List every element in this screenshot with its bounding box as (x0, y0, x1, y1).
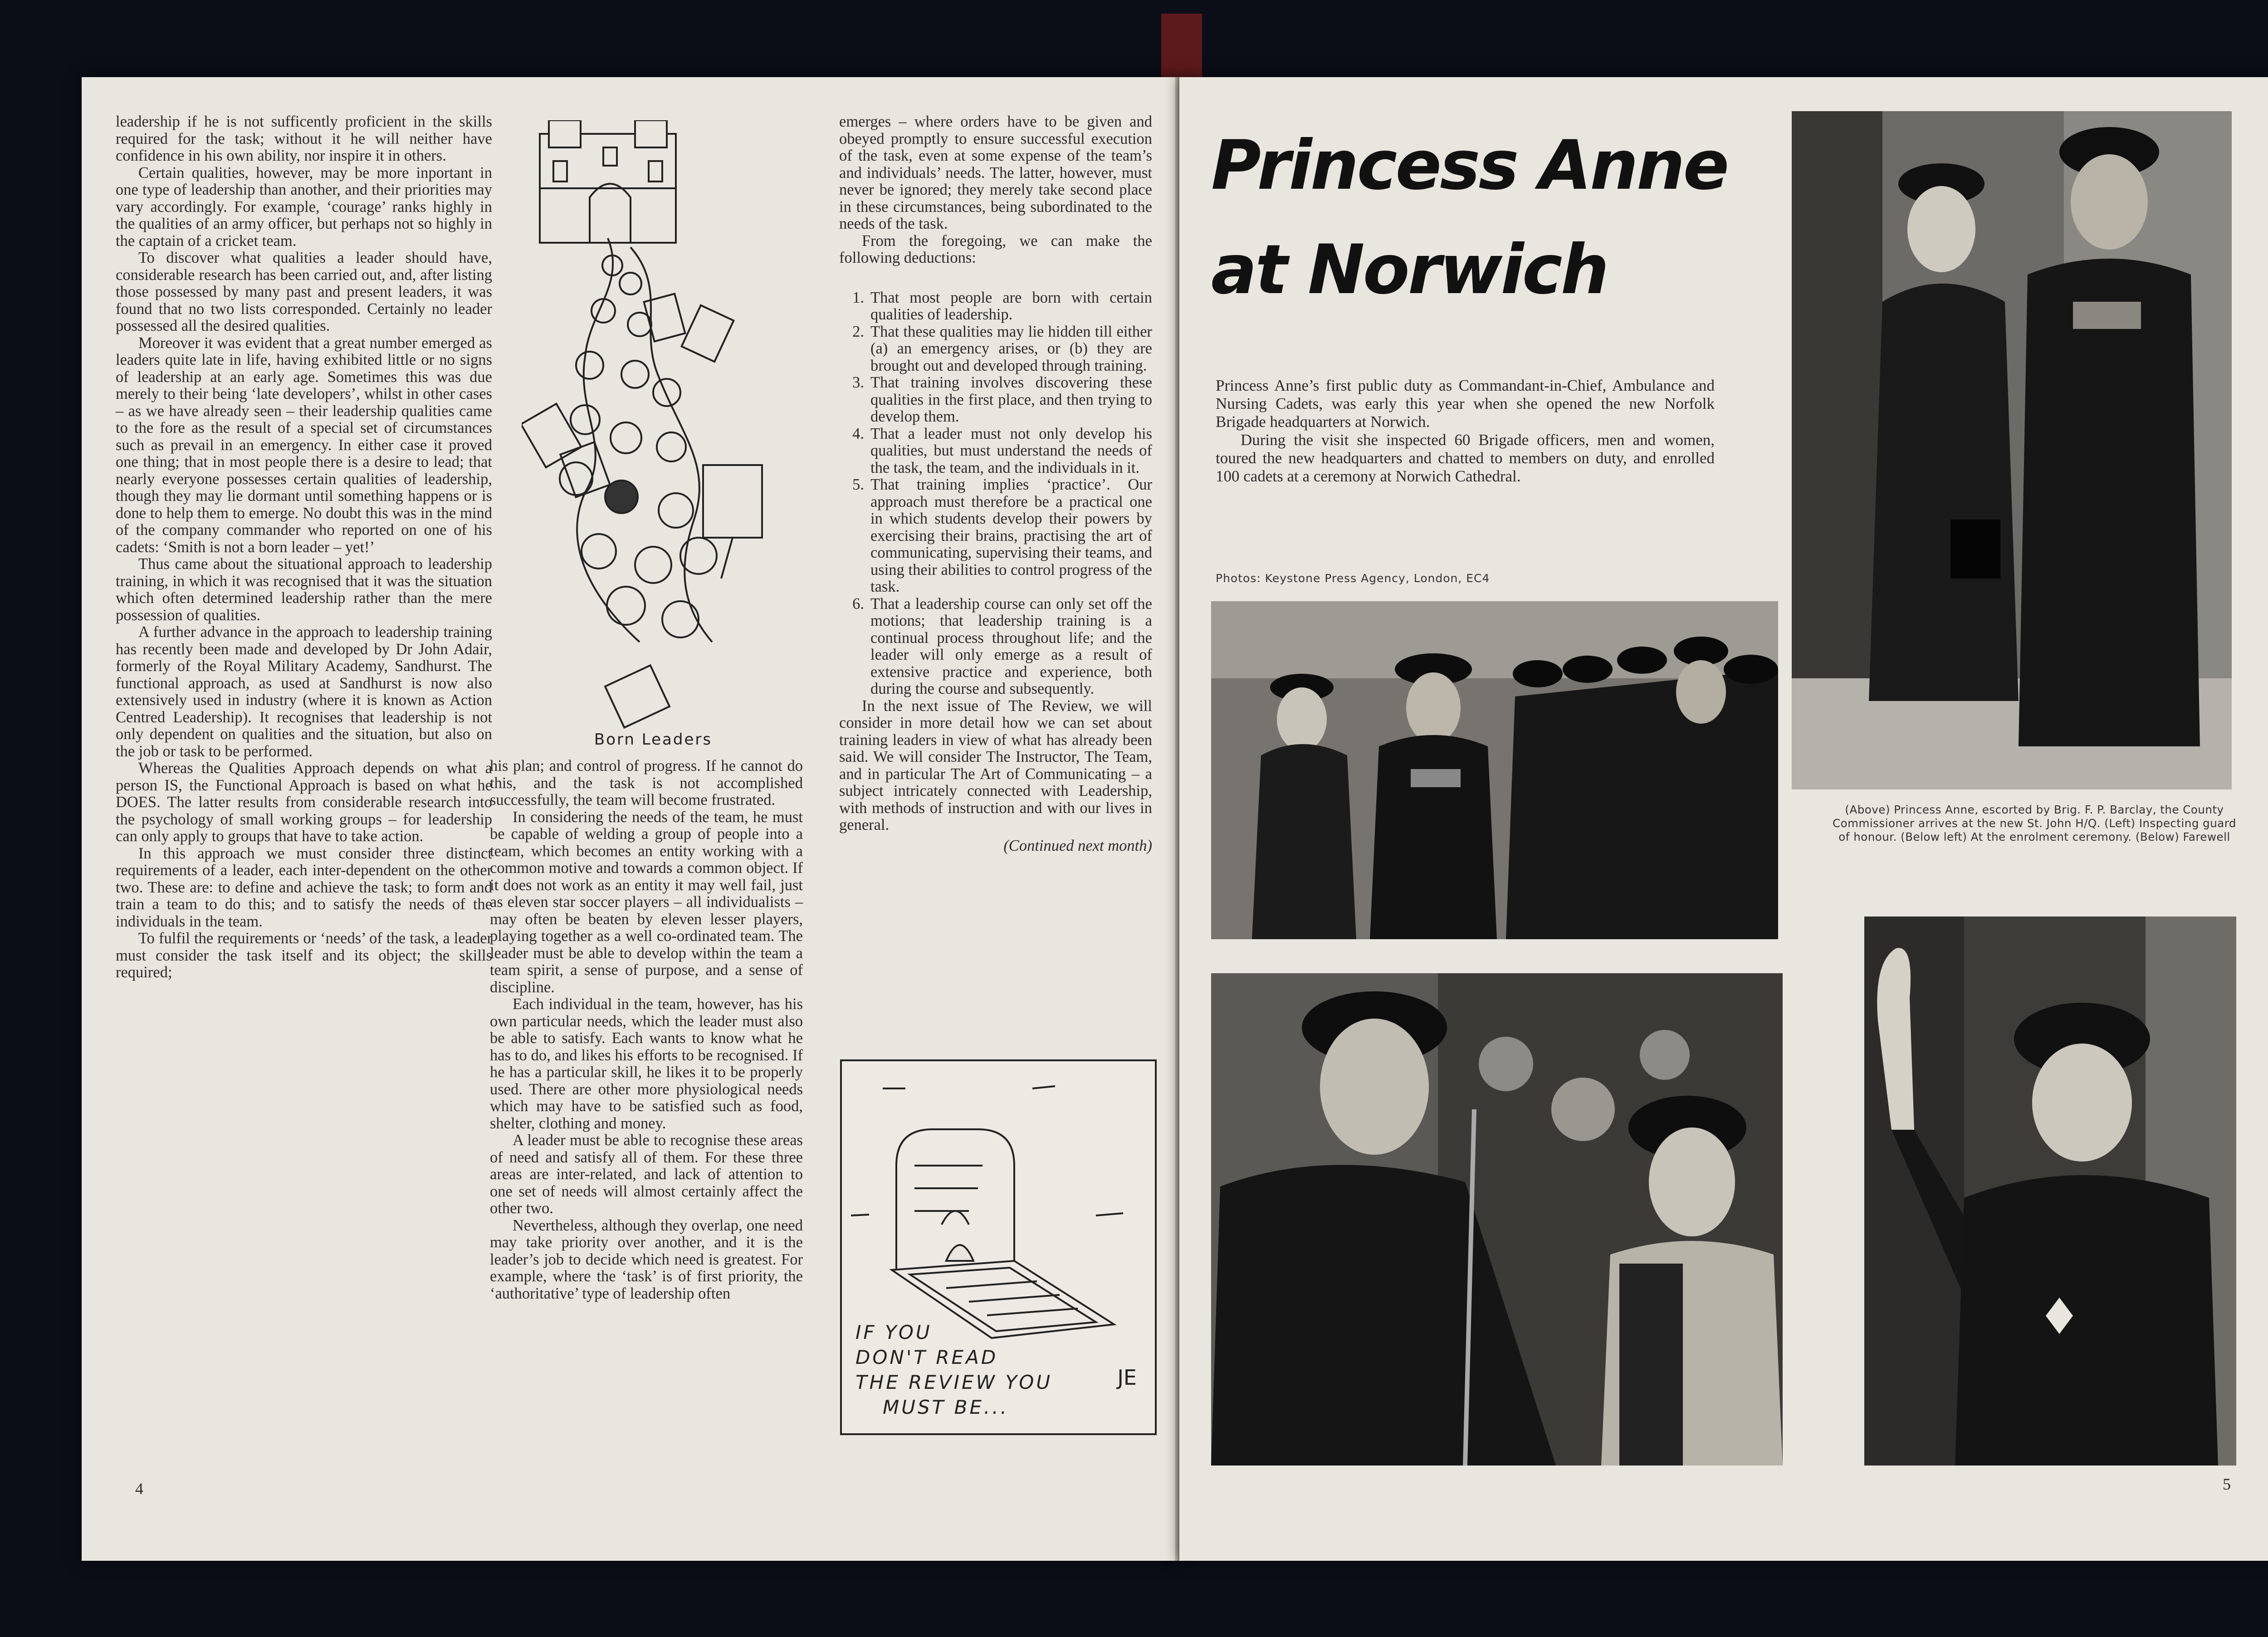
paragraph: To discover what qualities a leader should have, considerable research has been carried out, and, after listing those possessed by many past and present leaders, it was found that no two lists corresponded. Certainly no leader possessed all the desired qualities. (116, 249, 492, 334)
paragraph: Thus came about the situational approach to leadership training, in which it was recognised that it was the situation which often determined leadership rather than the mere possession of qualities. (116, 555, 492, 624)
photo-caption: (Above) Princess Anne, escorted by Brig. F. P. Barclay, the County Commissioner arrives at the new St. John H/Q. (Left) Inspecting guard of honour. (Below left) At the enrolment ceremony. (Below) Farewell (1833, 803, 2236, 843)
list-item (839, 426, 1152, 477)
photo-credit: Photos: Keystone Press Agency, London, EC4 (1216, 572, 1490, 585)
list-text: That training implies ‘practice’. Our approach must therefore be a practical one in which students develop their powers by exercising their brains, practising the art of communicating, supervising their teams, and using their abilities to control progress of the task. (870, 476, 1152, 595)
paragraph: In this approach we must consider three distinct requirements of a leader, each inter-dependent on the other two. These are: to define and achieve the task; to form and train a team to do this; and to satisfy the needs of the individuals in the team. (116, 844, 492, 930)
list-number: 6. (852, 595, 864, 613)
left-page (82, 77, 1179, 1561)
page-number: 4 (135, 1480, 143, 1498)
cartoon-initials: JE (1117, 1365, 1137, 1390)
paragraph: leadership if he is not sufficently proficient in the skills required for the task; without it he will neither have confidence in his own ability, nor inspire it in others. (116, 113, 492, 164)
paragraph: From the foregoing, we can make the following deductions: (839, 232, 1152, 266)
deductions-list (839, 289, 1152, 698)
paragraph: To fulfil the requirements or ‘needs’ of the task, a leader must consider the task itself and its object; the skills required; (116, 930, 492, 981)
binding-spine (1161, 14, 1202, 82)
cartoon-caption-line: IF YOU (855, 1321, 932, 1343)
page-number: 5 (2223, 1475, 2231, 1493)
headline-line: Princess Anne (1211, 126, 1728, 205)
list-text: That a leadership course can only set off the motions; that leadership training is a continual process throughout life; and the leader will only emerge as a result of extensive practice and experience, both during the course and subsequently. (870, 595, 1152, 697)
paragraph: Whereas the Qualities Approach depends on what a person IS, the Functional Approach is based on what he DOES. The latter results from considerable research into the psychology of small working groups – for leadership can only apply to groups that have to take action. (116, 760, 492, 845)
list-number: 2. (852, 323, 864, 340)
list-number: 5. (852, 476, 864, 493)
list-text: That training involves discovering these qualities in the first place, and then trying to develop them. (870, 374, 1152, 425)
cartoon-caption-line: DON'T READ (855, 1346, 998, 1368)
paragraph: Each individual in the team, however, has his own particular needs, which the leader must also be able to satisfy. Each wants to know what he has to do, and likes his efforts to be recognised. If he has a particular skill, he likes it to be properly used. There are other more physiological needs which may have to be satisfied such as food, shelter, clothing and money. (490, 995, 803, 1132)
list-text: That these qualities may lie hidden till either (a) an emergency arises, or (b) they are brought out and developed through training. (870, 323, 1152, 374)
list-item (839, 476, 1152, 596)
cartoon-caption (855, 1320, 1146, 1420)
paragraph: Moreover it was evident that a great number emerged as leaders quite late in life, having exhibited little or no signs of leadership at an early age. Sometimes this was due merely to their being ‘late developers’, whilst in other cases – as we have already seen – their leadership qualities came to the fore as the result of a special set of circumstances such as prevail in an emergency. In either case it proved one thing; that in most people there is a desire to lead; that nearly everyone possesses certain qualities of leadership, though they may lie dormant until something happens or is done to help them to emerge. No doubt this was in the mind of the company commander who reported on one of his cadets: ‘Smith is not a born leader – yet!’ (116, 334, 492, 556)
list-item (839, 289, 1152, 323)
cartoon-title: Born Leaders (594, 730, 713, 749)
paragraph: emerges – where orders have to be given and obeyed promptly to ensure successful execution of the task, even at some expense of the team’s and individuals’ needs. The latter, however, must never be ignored; they merely take second place in these circumstances, being subordinated to the needs of the task. (839, 113, 1152, 232)
cartoon-caption-line: MUST BE... (883, 1396, 1009, 1418)
list-item (839, 374, 1152, 426)
cartoon-caption-line: THE REVIEW YOU (855, 1371, 1053, 1393)
paragraph: Princess Anne’s first public duty as Commandant-in-Chief, Ambulance and Nursing Cadets, was early this year when she opened the new Norfolk Brigade headquarters at Norwich. (1216, 377, 1715, 431)
right-column (839, 113, 1152, 854)
photo-farewell (1864, 917, 2236, 1465)
photo-enrolment-ceremony (1211, 973, 1783, 1465)
list-text: That a leader must not only develop his qualities, but must understand the needs of the task, the team, and the individuals in it. (870, 425, 1152, 476)
paragraph: Nevertheless, although they overlap, one need may take priority over another, and it is the leader’s job to decide which need is greatest. For example, where the ‘task’ is of first priority, the ‘authoritative’ type of leadership often (490, 1216, 803, 1302)
list-number: 3. (852, 374, 864, 391)
list-item (839, 323, 1152, 375)
born-leaders-illustration (522, 120, 776, 742)
photo-guard-of-honour (1211, 601, 1778, 939)
review-cartoon (840, 1059, 1157, 1435)
list-number: 1. (852, 289, 864, 306)
left-column (116, 113, 492, 981)
photo-arrival (1792, 111, 2232, 789)
article-headline (1211, 113, 1755, 322)
paragraph: A leader must be able to recognise these areas of need and satisfy all of them. For these three areas are inter-related, and lack of attention to one set of needs will almost certainly affect the other two. (490, 1132, 803, 1217)
article-intro (1216, 377, 1715, 485)
list-item (839, 596, 1152, 698)
list-number: 4. (852, 425, 864, 442)
paragraph: Certain qualities, however, may be more inportant in one type of leadership than another, and their priorities may vary accordingly. For example, ‘courage’ ranks highly in the qualities of an army officer, but perhaps not so highly in the captain of a cricket team. (116, 164, 492, 250)
middle-column (490, 758, 803, 1302)
continued-note: (Continued next month) (1003, 837, 1152, 854)
paragraph: his plan; and control of progress. If he cannot do this, and the task is not accomplished successfully, the team will become frustrated. (490, 757, 803, 809)
paragraph: During the visit she inspected 60 Brigade officers, men and women, toured the new headquarters and chatted to members on duty, and enrolled 100 cadets at a ceremony at Norwich Cathedral. (1216, 431, 1715, 485)
paragraph: In the next issue of The Review, we will consider in more detail how we can set about training leaders in view of what has already been said. We will consider The Instructor, The Team, and in particular The Art of Communicating – a subject intricately connected with Leadership, with methods of instruction and with our lives in general. (839, 697, 1152, 833)
headline-line: at Norwich (1211, 230, 1608, 309)
paragraph: In considering the needs of the team, he must be capable of welding a group of people into a team, which becomes an entity working with a common motive and towards a common object. If it does not work as an entity it may well fail, just as eleven star soccer players – all individualists – may often be beaten by eleven lesser players, playing together as a well co-ordinated team. The leader must be able to develop within the team a team spirit, a sense of purpose, and a sense of discipline. (490, 808, 803, 996)
paragraph: A further advance in the approach to leadership training has recently been made and developed by Dr John Adair, formerly of the Royal Military Academy, Sandhurst. The functional approach, as used at Sandhurst is now also extensively used in industry (where it is known as Action Centred Leadership). It recognises that leadership is not only dependent on qualities and the situation, but also on the job or task to be performed. (116, 623, 492, 760)
right-page (1179, 77, 2268, 1561)
list-text: That most people are born with certain qualities of leadership. (870, 289, 1152, 323)
